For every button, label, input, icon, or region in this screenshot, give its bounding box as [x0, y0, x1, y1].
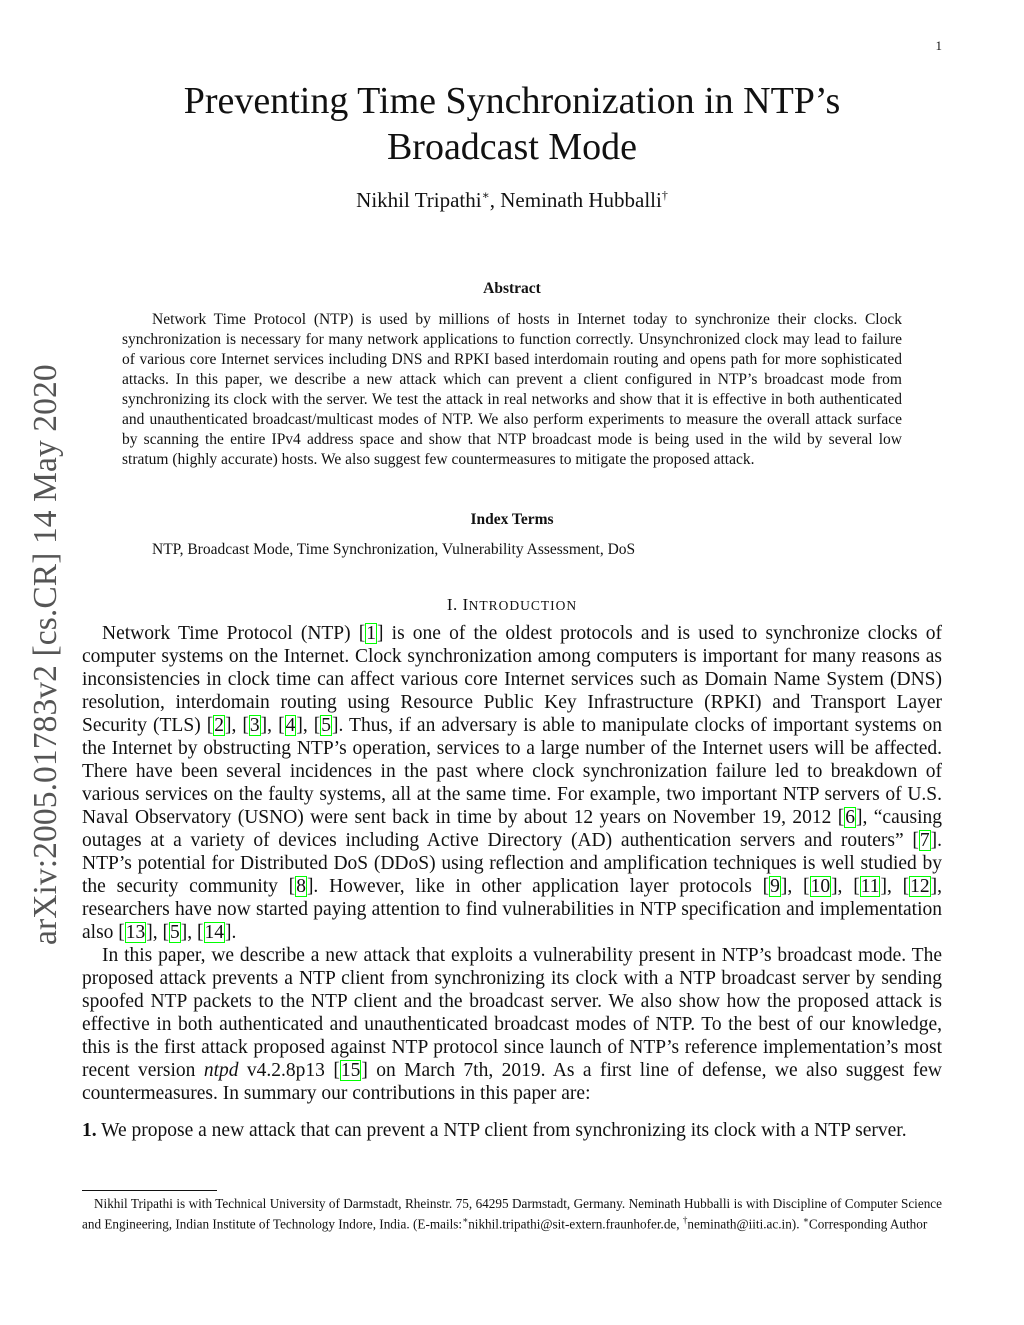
abstract-text: Network Time Protocol (NTP) is used by millions of hosts in Internet today to synchronize their clocks. Clock synchronization is necessary for many network applications to function correctly. Unsynchronized clock may lead to failure of various core Internet services including DNS and RPKI based interdomain routing and opens path for more sophisticated attacks. In this paper, we describe a new attack which can prevent a client configured in NTP’s broadcast mode from synchronizing its clock with the server. We test the attack in real networks and show that it is effective in both authenticated and unauthenticated broadcast/multicast modes of NTP. We also perform experiments to measure the overall attack surface by scanning the entire IPv4 address space and show that NTP broadcast mode is being used in the wild by several low stratum (highly accurate) hosts. We also suggest few countermeasures to mitigate the proposed attack. — [122, 311, 902, 468]
footnote — [82, 1195, 942, 1232]
paragraph-1: Network Time Protocol (NTP) [1] is one of the oldest protocols and is used to synchronize clocks of computer systems on the Internet. Clock synchronization among computers is important for many reasons as inconsistencies in clock time can affect various core Internet services such as Domain Name System (DNS) resolution, interdomain routing using Resource Public Key Infrastructure (RPKI) and Transport Layer Security (TLS) [2], [3], [4], [5]. Thus, if an adversary is able to manipulate clocks of important systems on the Internet by obstructing NTP’s operation, services to a large number of the Internet users will be affected. There have been several incidences in the past where clock synchronization failure led to breakdown of various services on the faulty systems, all at the same time. For example, two important NTP servers of U.S. Naval Observatory (USNO) were sent back in time by about 12 years on November 19, 2012 [6], “causing outages at a variety of devices including Active Directory (AD) authentication servers and routers” [7]. NTP’s potential for Distributed DoS (DDoS) using reflection and amplification techniques is well studied by the security community [8]. However, like in other application layer protocols [9], [10], [11], [12], researchers have now started paying attention to find vulnerabilities in NTP specification and implementation also [13], [5], [14]. — [82, 623, 942, 943]
contribution-item-1: 1. We propose a new attack that can prevent a NTP client from synchronizing its clock with a NTP server. — [82, 1120, 907, 1141]
paragraph-2: In this paper, we describe a new attack that exploits a vulnerability present in NTP’s broadcast mode. The proposed attack prevents a NTP client from synchronizing its clock with a NTP broadcast server by sending spoofed NTP packets to the NTP client and the broadcast server. We also show how the proposed attack is effective in both authenticated and unauthenticated broadcast modes of NTP. To the best of our knowledge, this is the first attack proposed against NTP protocol since launch of NTP’s reference implementation’s most recent version ntpd v4.2.8p13 [15] on March 7th, 2019. As a first line of defense, we also suggest few countermeasures. In summary our contributions in this paper are: — [82, 945, 942, 1104]
page-number: 1 — [935, 38, 942, 53]
authors — [0, 188, 1024, 213]
index-terms-heading: Index Terms — [470, 511, 554, 528]
citation-link[interactable]: 14 — [204, 922, 225, 943]
citation-link[interactable]: 11 — [860, 876, 880, 897]
abstract-heading: Abstract — [483, 280, 541, 297]
citation-link[interactable]: 4 — [285, 715, 296, 736]
title-line-1: Preventing Time Synchronization in NTP’s — [183, 80, 841, 122]
citation-link[interactable]: 6 — [845, 807, 856, 828]
introduction-body — [82, 622, 942, 1142]
author-1: Nikhil Tripathi — [356, 188, 482, 212]
arxiv-identifier-stamp: arXiv:2005.01783v2 [cs.CR] 14 May 2020 — [27, 364, 64, 945]
abstract-body — [122, 310, 902, 470]
citation-link[interactable]: 8 — [296, 876, 306, 897]
citation-link[interactable]: 10 — [810, 876, 831, 897]
author-2: Neminath Hubballi — [500, 188, 662, 212]
section-title-initial: I — [462, 595, 469, 614]
software-name: ntpd — [203, 1060, 239, 1081]
author-2-mark: † — [661, 188, 668, 202]
author-1-mark: ∗ — [481, 188, 490, 202]
footnote-divider — [82, 1190, 217, 1191]
footnote-text: Nikhil Tripathi is with Technical University of Darmstadt, Rheinstr. 75, 64295 Darmstadt, Germany. Neminath Hubballi is with Discipline of Computer Science and Engineering, Indian Institute of Technology Indore, India. (E-mails:∗nikhil.tripathi@sit-extern.fraunhofer.de, †neminath@iiti.ac.in). ∗Corresponding Author — [82, 1196, 942, 1232]
contribution-number: 1. — [82, 1120, 97, 1141]
citation-link[interactable]: 12 — [910, 876, 930, 897]
citation-link[interactable]: 15 — [340, 1060, 361, 1081]
paper-title — [0, 78, 1024, 170]
author-separator: , — [489, 188, 501, 212]
citation-link[interactable]: 9 — [770, 876, 780, 897]
section-number: I. — [446, 595, 463, 614]
section-heading-introduction — [0, 595, 1024, 615]
citation-link[interactable]: 1 — [366, 623, 377, 644]
citation-link[interactable]: 7 — [919, 830, 930, 851]
citation-link[interactable]: 13 — [125, 922, 146, 943]
citation-link[interactable]: 3 — [249, 715, 260, 736]
section-title-rest: NTRODUCTION — [468, 598, 578, 613]
citation-link[interactable]: 2 — [214, 715, 224, 736]
citation-link[interactable]: 5 — [170, 922, 180, 943]
citation-link[interactable]: 5 — [321, 715, 331, 736]
title-line-2: Broadcast Mode — [386, 126, 638, 168]
index-terms-text: NTP, Broadcast Mode, Time Synchronization, Vulnerability Assessment, DoS — [152, 541, 636, 558]
